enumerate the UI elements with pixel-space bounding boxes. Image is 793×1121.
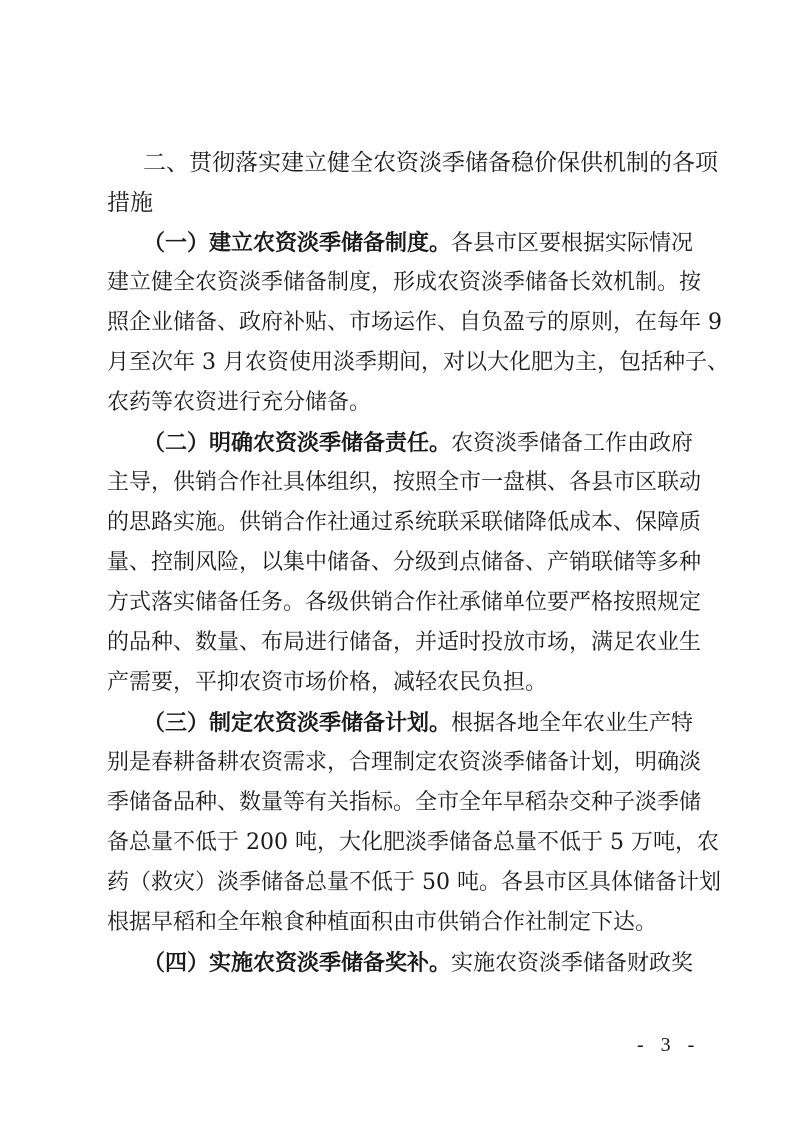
document-body <box>107 143 729 983</box>
paragraph-text: 农资淡季储备工作由政府 <box>451 431 694 456</box>
paragraph-line: 的品种、数量、布局进行储备，并适时投放市场，满足农业生 <box>107 630 702 655</box>
paragraph-text: 根据各地全年农业生产特 <box>451 711 694 736</box>
paragraph-line: 别是春耕备耕农资需求，合理制定农资淡季储备计划，明确淡 <box>107 750 702 775</box>
page-number: - 3 - <box>637 1034 701 1056</box>
paragraph-line: 备总量不低于 200 吨，大化肥淡季储备总量不低于 5 万吨，农 <box>107 830 719 855</box>
section-heading-line-1: 二、贯彻落实建立健全农资淡季储备稳价保供机制的各项 <box>143 150 718 176</box>
paragraph-line: 产需要，平抑农资市场价格，减轻农民负担。 <box>107 670 548 695</box>
paragraph-first-line <box>107 223 693 263</box>
paragraph-first-line <box>107 703 693 743</box>
paragraph-first-line <box>107 423 693 463</box>
paragraph-line: 药（救灾）淡季储备总量不低于 50 吨。各县市区具体储备计划 <box>107 870 721 895</box>
paragraph-1 <box>107 223 729 423</box>
paragraph-lead: （二）明确农资淡季储备责任。 <box>143 430 452 456</box>
paragraph-line: 农药等农资进行充分储备。 <box>107 390 372 415</box>
paragraph-4 <box>107 943 693 983</box>
paragraph-text: 各县市区要根据实际情况 <box>451 231 694 256</box>
paragraph-2 <box>107 423 702 703</box>
paragraph-first-line <box>107 943 693 983</box>
paragraph-lead: （四）实施农资淡季储备奖补。 <box>143 950 452 976</box>
paragraph-line: 建立健全农资淡季储备制度，形成农资淡季储备长效机制。按 <box>107 270 702 295</box>
paragraph-line: 量、控制风险，以集中储备、分级到点储备、产销联储等多种 <box>107 550 702 575</box>
section-heading-line-2: 措施 <box>107 190 153 216</box>
paragraph-line: 月至次年 3 月农资使用淡季期间，对以大化肥为主，包括种子、 <box>107 350 729 375</box>
paragraph-text: 实施农资淡季储备财政奖 <box>451 951 694 976</box>
paragraph-line: 的思路实施。供销合作社通过系统联采联储降低成本、保障质 <box>107 510 702 535</box>
paragraph-line: 季储备品种、数量等有关指标。全市全年早稻杂交种子淡季储 <box>107 790 702 815</box>
paragraph-line: 方式落实储备任务。各级供销合作社承储单位要严格按照规定 <box>107 590 702 615</box>
paragraph-line: 照企业储备、政府补贴、市场运作、自负盈亏的原则，在每年 9 <box>107 310 722 335</box>
paragraph-3 <box>107 703 721 943</box>
paragraph-line: 主导，供销合作社具体组织，按照全市一盘棋、各县市区联动 <box>107 470 702 495</box>
paragraph-line: 根据早稻和全年粮食种植面积由市供销合作社制定下达。 <box>107 910 658 935</box>
paragraph-lead: （三）制定农资淡季储备计划。 <box>143 710 452 736</box>
paragraph-lead: （一）建立农资淡季储备制度。 <box>143 230 452 256</box>
